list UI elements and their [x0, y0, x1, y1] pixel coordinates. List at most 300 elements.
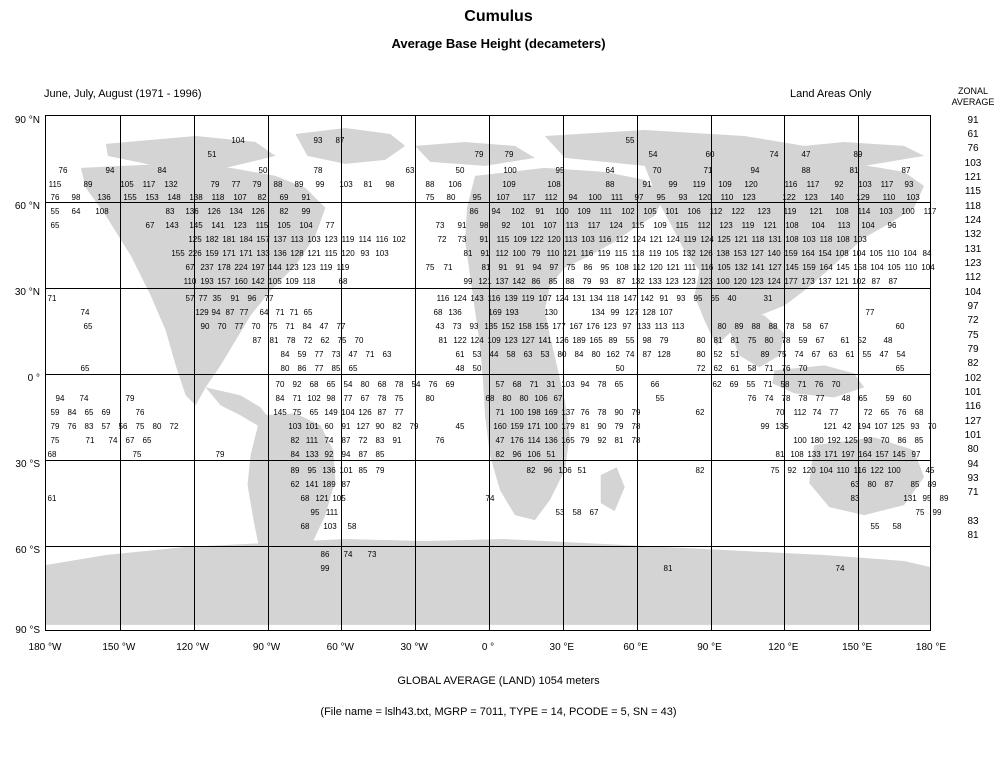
map-value-cell: 40: [727, 294, 737, 303]
map-value-cell: 85: [375, 450, 385, 459]
map-value-cell: 164: [801, 249, 815, 258]
map-value-cell: 136: [185, 207, 199, 216]
map-value-cell: 86: [583, 263, 593, 272]
map-value-cell: 77: [314, 350, 324, 359]
map-value-cell: 47: [348, 350, 358, 359]
map-value-cell: 122: [782, 193, 796, 202]
map-value-cell: 103: [323, 522, 337, 531]
zonal-average-value: 71: [967, 487, 979, 499]
map-value-cell: 177: [784, 277, 798, 286]
map-value-cell: 94: [491, 207, 501, 216]
map-value-cell: 93: [678, 193, 688, 202]
map-value-cell: 192: [827, 436, 841, 445]
map-value-cell: 145: [273, 408, 287, 417]
map-value-cell: 118: [606, 294, 620, 303]
map-value-cell: 95: [656, 193, 666, 202]
map-value-cell: 95: [472, 193, 482, 202]
map-value-cell: 67: [185, 263, 195, 272]
map-value-cell: 63: [828, 350, 838, 359]
map-value-cell: 86: [297, 364, 307, 373]
map-value-cell: 177: [552, 322, 566, 331]
map-value-cell: 91: [301, 193, 311, 202]
map-value-cell: 116: [487, 294, 501, 303]
map-value-cell: 109: [285, 277, 299, 286]
map-value-cell: 93: [910, 422, 920, 431]
map-value-cell: 79: [252, 180, 262, 189]
map-value-cell: 91: [479, 235, 489, 244]
map-value-cell: 101: [521, 221, 535, 230]
map-value-cell: 59: [885, 394, 895, 403]
map-value-cell: 100: [793, 436, 807, 445]
map-value-cell: 109: [577, 207, 591, 216]
map-value-cell: 182: [205, 235, 219, 244]
map-value-cell: 100: [588, 193, 602, 202]
map-value-cell: 176: [586, 322, 600, 331]
map-value-cell: 103: [375, 249, 389, 258]
map-value-cell: 98: [479, 221, 489, 230]
map-value-cell: 90: [375, 422, 385, 431]
map-value-cell: 81: [481, 263, 491, 272]
map-value-cell: 80: [280, 364, 290, 373]
map-value-cell: 67: [145, 221, 155, 230]
map-value-cell: 67: [125, 436, 135, 445]
map-value-cell: 102: [621, 207, 635, 216]
map-value-cell: 88: [605, 180, 615, 189]
map-value-cell: 76: [435, 436, 445, 445]
map-value-cell: 80: [764, 336, 774, 345]
map-value-cell: 104: [852, 249, 866, 258]
map-value-cell: 89: [608, 336, 618, 345]
map-value-cell: 86: [320, 550, 330, 559]
map-value-cell: 159: [784, 249, 798, 258]
map-value-cell: 119: [341, 235, 355, 244]
map-value-cell: 79: [215, 450, 225, 459]
map-value-cell: 87: [901, 166, 911, 175]
map-value-cell: 61: [47, 494, 57, 503]
zonal-average-value: 123: [964, 258, 982, 270]
map-value-cell: 105: [869, 249, 883, 258]
map-value-cell: 109: [653, 221, 667, 230]
map-value-cell: 87: [884, 480, 894, 489]
map-value-cell: 75: [915, 508, 925, 517]
map-value-cell: 141: [538, 336, 552, 345]
map-value-cell: 76: [67, 422, 77, 431]
map-value-cell: 94: [532, 263, 542, 272]
map-value-cell: 68: [377, 380, 387, 389]
map-value-cell: 105: [643, 207, 657, 216]
map-value-cell: 82: [526, 466, 536, 475]
map-value-cell: 70: [880, 436, 890, 445]
zonal-average-value: 93: [967, 473, 979, 485]
map-value-cell: 134: [229, 207, 243, 216]
map-value-cell: 115: [324, 249, 338, 258]
map-value-cell: 71: [292, 394, 302, 403]
map-value-cell: 160: [234, 277, 248, 286]
lon-tick-label: 180 °W: [28, 642, 62, 653]
map-value-cell: 104: [819, 466, 833, 475]
map-value-cell: 119: [741, 221, 755, 230]
map-value-cell: 65: [80, 364, 90, 373]
lon-tick-label: 90 °E: [697, 642, 722, 653]
map-value-cell: 91: [341, 422, 351, 431]
map-value-cell: 82: [695, 466, 705, 475]
map-value-cell: 71: [289, 308, 299, 317]
map-value-cell: 91: [535, 207, 545, 216]
map-value-cell: 70: [251, 322, 261, 331]
map-value-cell: 51: [207, 150, 217, 159]
map-value-cell: 118: [751, 235, 765, 244]
map-value-cell: 81: [580, 422, 590, 431]
map-value-cell: 115: [675, 221, 689, 230]
map-value-cell: 141: [211, 221, 225, 230]
map-value-cell: 87: [642, 350, 652, 359]
map-value-cell: 100: [716, 277, 730, 286]
map-value-cell: 171: [239, 249, 253, 258]
map-value-cell: 51: [730, 350, 740, 359]
map-value-cell: 155: [171, 249, 185, 258]
map-value-cell: 122: [731, 207, 745, 216]
map-value-cell: 113: [290, 235, 304, 244]
gridline-lat-30n: [46, 288, 930, 289]
map-value-cell: 165: [589, 336, 603, 345]
map-value-cell: 91: [642, 180, 652, 189]
map-value-cell: 108: [790, 450, 804, 459]
map-value-cell: 224: [234, 263, 248, 272]
map-value-cell: 94: [55, 394, 65, 403]
zonal-average-value: 80: [967, 444, 979, 456]
map-value-cell: 122: [453, 336, 467, 345]
map-value-cell: 110: [904, 263, 918, 272]
map-value-cell: 97: [634, 193, 644, 202]
map-value-cell: 124: [767, 277, 781, 286]
map-value-cell: 118: [211, 193, 225, 202]
map-value-cell: 89: [939, 494, 949, 503]
map-value-cell: 157: [875, 450, 889, 459]
map-value-cell: 63: [382, 350, 392, 359]
map-value-cell: 158: [518, 322, 532, 331]
map-value-cell: 96: [512, 450, 522, 459]
zonal-average-value: 81: [967, 530, 979, 542]
map-value-cell: 116: [784, 180, 798, 189]
map-value-cell: 85: [358, 466, 368, 475]
map-value-cell: 79: [631, 408, 641, 417]
map-value-cell: 135: [484, 322, 498, 331]
map-value-cell: 87: [225, 308, 235, 317]
map-value-cell: 128: [657, 350, 671, 359]
map-value-cell: 126: [358, 408, 372, 417]
map-value-cell: 116: [598, 235, 612, 244]
map-value-cell: 35: [212, 294, 222, 303]
map-value-cell: 78: [631, 422, 641, 431]
map-value-cell: 87: [616, 277, 626, 286]
map-value-cell: 95: [310, 508, 320, 517]
map-value-cell: 73: [367, 550, 377, 559]
map-value-cell: 91: [480, 249, 490, 258]
lat-tick-label: 0 °: [27, 373, 40, 384]
map-value-cell: 145: [189, 221, 203, 230]
global-average-label: GLOBAL AVERAGE (LAND) 1054 meters: [397, 675, 600, 687]
map-value-cell: 131: [903, 494, 917, 503]
map-value-cell: 123: [302, 263, 316, 272]
map-value-cell: 134: [589, 294, 603, 303]
map-value-cell: 97: [549, 263, 559, 272]
map-value-cell: 81: [269, 336, 279, 345]
map-value-cell: 93: [360, 249, 370, 258]
map-value-cell: 133: [256, 249, 270, 258]
map-value-cell: 81: [713, 336, 723, 345]
map-value-cell: 60: [705, 150, 715, 159]
page-title: Cumulus: [464, 8, 533, 25]
zonal-average-value: 91: [967, 114, 979, 126]
map-value-cell: 88: [801, 166, 811, 175]
map-value-cell: 64: [605, 166, 615, 175]
zonal-average-value: 83: [967, 516, 979, 528]
map-value-cell: 96: [543, 466, 553, 475]
lat-tick-label: 30 °N: [14, 287, 40, 298]
map-value-cell: 101: [305, 422, 319, 431]
map-value-cell: 65: [303, 308, 313, 317]
map-value-cell: 48: [455, 364, 465, 373]
map-value-cell: 98: [385, 180, 395, 189]
map-value-cell: 103: [339, 180, 353, 189]
map-value-cell: 119: [597, 249, 611, 258]
map-value-cell: 85: [548, 277, 558, 286]
map-value-cell: 84: [922, 249, 932, 258]
map-value-cell: 126: [251, 207, 265, 216]
zonal-average-header: [950, 86, 996, 108]
map-value-cell: 117: [142, 180, 156, 189]
map-value-cell: 50: [258, 166, 268, 175]
map-value-cell: 74: [80, 308, 90, 317]
map-value-cell: 83: [165, 207, 175, 216]
map-value-cell: 87: [252, 336, 262, 345]
map-value-cell: 127: [521, 336, 535, 345]
map-value-cell: 131: [572, 294, 586, 303]
map-value-cell: 71: [365, 350, 375, 359]
gridline-lat-30s: [46, 460, 930, 461]
map-value-cell: 164: [858, 450, 872, 459]
map-value-cell: 142: [512, 277, 526, 286]
map-value-cell: 80: [446, 193, 456, 202]
map-value-cell: 53: [540, 350, 550, 359]
map-value-cell: 115: [48, 180, 62, 189]
map-value-cell: 67: [819, 322, 829, 331]
map-value-cell: 79: [409, 422, 419, 431]
map-value-cell: 135: [775, 422, 789, 431]
map-value-cell: 108: [547, 180, 561, 189]
map-value-cell: 87: [377, 408, 387, 417]
map-value-cell: 113: [564, 235, 578, 244]
map-value-cell: 125: [891, 422, 905, 431]
zonal-average-value: 112: [965, 272, 981, 284]
map-value-cell: 121: [478, 277, 492, 286]
map-value-cell: 80: [696, 350, 706, 359]
map-value-cell: 85: [331, 364, 341, 373]
map-value-cell: 74: [108, 436, 118, 445]
map-value-cell: 123: [757, 207, 771, 216]
map-value-cell: 78: [377, 394, 387, 403]
map-value-cell: 50: [615, 364, 625, 373]
map-value-cell: 120: [698, 193, 712, 202]
map-value-cell: 76: [747, 394, 757, 403]
map-value-cell: 77: [865, 308, 875, 317]
map-value-cell: 78: [286, 336, 296, 345]
map-value-cell: 106: [534, 394, 548, 403]
map-value-cell: 145: [892, 450, 906, 459]
map-value-cell: 145: [785, 263, 799, 272]
map-value-cell: 74: [79, 394, 89, 403]
map-value-cell: 68: [433, 308, 443, 317]
map-value-cell: 81: [663, 564, 673, 573]
map-value-cell: 62: [695, 408, 705, 417]
map-value-cell: 193: [200, 277, 214, 286]
map-value-cell: 132: [164, 180, 178, 189]
map-value-cell: 82: [495, 450, 505, 459]
map-value-cell: 194: [857, 422, 871, 431]
map-value-cell: 83: [375, 436, 385, 445]
map-value-cell: 65: [83, 322, 93, 331]
map-value-cell: 115: [614, 249, 628, 258]
map-value-cell: 124: [700, 235, 714, 244]
map-value-cell: 76: [135, 408, 145, 417]
map-value-cell: 70: [217, 322, 227, 331]
map-value-cell: 77: [234, 322, 244, 331]
map-value-cell: 86: [469, 207, 479, 216]
map-value-cell: 111: [305, 436, 319, 445]
map-value-cell: 108: [836, 235, 850, 244]
lon-tick-label: 0 °: [481, 642, 495, 653]
map-value-cell: 160: [493, 422, 507, 431]
map-value-cell: 119: [648, 249, 662, 258]
file-info-label: (File name = lslh43.txt, MGRP = 7011, TYPE = 14, PCODE = 5, SN = 43): [320, 706, 677, 718]
map-value-cell: 64: [259, 308, 269, 317]
period-label: June, July, August (1971 - 1996): [44, 88, 202, 100]
map-value-cell: 121: [823, 422, 837, 431]
map-value-cell: 193: [505, 308, 519, 317]
map-value-cell: 100: [510, 408, 524, 417]
map-value-cell: 57: [185, 294, 195, 303]
map-value-cell: 77: [325, 221, 335, 230]
map-value-cell: 104: [870, 263, 884, 272]
map-value-cell: 124: [632, 235, 646, 244]
map-value-cell: 119: [683, 235, 697, 244]
map-value-cell: 75: [394, 394, 404, 403]
map-value-cell: 121: [307, 249, 321, 258]
map-value-cell: 75: [747, 336, 757, 345]
land-areas-note: Land Areas Only: [790, 88, 872, 100]
map-value-cell: 120: [802, 466, 816, 475]
map-value-cell: 80: [502, 394, 512, 403]
map-value-cell: 123: [750, 277, 764, 286]
map-value-cell: 52: [857, 336, 867, 345]
page-subtitle: Average Base Height (decameters): [391, 36, 606, 51]
map-value-cell: 119: [521, 294, 535, 303]
map-value-cell: 100: [512, 249, 526, 258]
map-value-cell: 123: [233, 221, 247, 230]
map-value-cell: 112: [632, 263, 646, 272]
map-value-cell: 79: [614, 422, 624, 431]
zonal-average-value: 132: [964, 229, 982, 241]
map-value-cell: 104: [299, 221, 313, 230]
map-value-cell: 99: [932, 508, 942, 517]
zonal-average-value: 101: [964, 430, 982, 442]
map-value-cell: 65: [309, 408, 319, 417]
map-value-cell: 103: [581, 235, 595, 244]
map-value-cell: 99: [610, 308, 620, 317]
map-value-cell: 78: [597, 380, 607, 389]
map-value-cell: 48: [841, 394, 851, 403]
map-value-cell: 55: [655, 394, 665, 403]
map-value-cell: 67: [815, 336, 825, 345]
map-value-cell: 92: [292, 380, 302, 389]
map-value-cell: 117: [880, 180, 894, 189]
map-value-cell: 85: [914, 436, 924, 445]
map-value-cell: 52: [713, 350, 723, 359]
map-value-cell: 113: [565, 221, 579, 230]
map-value-cell: 99: [320, 564, 330, 573]
map-value-cell: 89: [290, 466, 300, 475]
map-value-cell: 116: [436, 294, 450, 303]
map-value-cell: 60: [895, 322, 905, 331]
map-value-cell: 109: [513, 235, 527, 244]
map-value-cell: 68: [300, 522, 310, 531]
map-value-cell: 94: [211, 308, 221, 317]
map-value-cell: 79: [504, 150, 514, 159]
map-value-cell: 72: [169, 422, 179, 431]
map-value-cell: 88: [565, 277, 575, 286]
map-value-cell: 84: [67, 408, 77, 417]
map-value-cell: 147: [623, 294, 637, 303]
map-value-cell: 77: [314, 364, 324, 373]
map-value-cell: 79: [210, 180, 220, 189]
map-value-cell: 155: [535, 322, 549, 331]
map-value-cell: 142: [640, 294, 654, 303]
map-value-cell: 123: [804, 193, 818, 202]
map-value-cell: 79: [375, 466, 385, 475]
map-value-cell: 65: [50, 221, 60, 230]
map-value-cell: 157: [256, 235, 270, 244]
map-value-cell: 119: [319, 263, 333, 272]
map-value-cell: 89: [83, 180, 93, 189]
zonal-average-value: 131: [964, 243, 982, 255]
map-value-cell: 136: [322, 466, 336, 475]
map-value-cell: 123: [699, 277, 713, 286]
map-value-cell: 80: [519, 394, 529, 403]
map-value-cell: 110: [836, 466, 850, 475]
zonal-average-value: 94: [967, 458, 979, 470]
map-value-cell: 98: [326, 394, 336, 403]
map-value-cell: 65: [880, 408, 890, 417]
map-value-cell: 71: [797, 380, 807, 389]
map-value-cell: 110: [886, 249, 900, 258]
map-value-cell: 162: [606, 350, 620, 359]
map-value-cell: 86: [897, 436, 907, 445]
map-value-cell: 79: [531, 249, 541, 258]
map-value-cell: 64: [71, 207, 81, 216]
map-value-cell: 149: [324, 408, 338, 417]
map-value-cell: 110: [720, 193, 734, 202]
map-value-cell: 106: [687, 207, 701, 216]
lon-tick-label: 60 °W: [326, 642, 354, 653]
map-value-cell: 125: [844, 436, 858, 445]
map-value-cell: 84: [280, 350, 290, 359]
map-value-cell: 77: [198, 294, 208, 303]
map-value-cell: 71: [495, 408, 505, 417]
map-value-cell: 72: [437, 235, 447, 244]
map-value-cell: 104: [811, 221, 825, 230]
map-value-cell: 70: [275, 380, 285, 389]
map-value-cell: 129: [195, 308, 209, 317]
